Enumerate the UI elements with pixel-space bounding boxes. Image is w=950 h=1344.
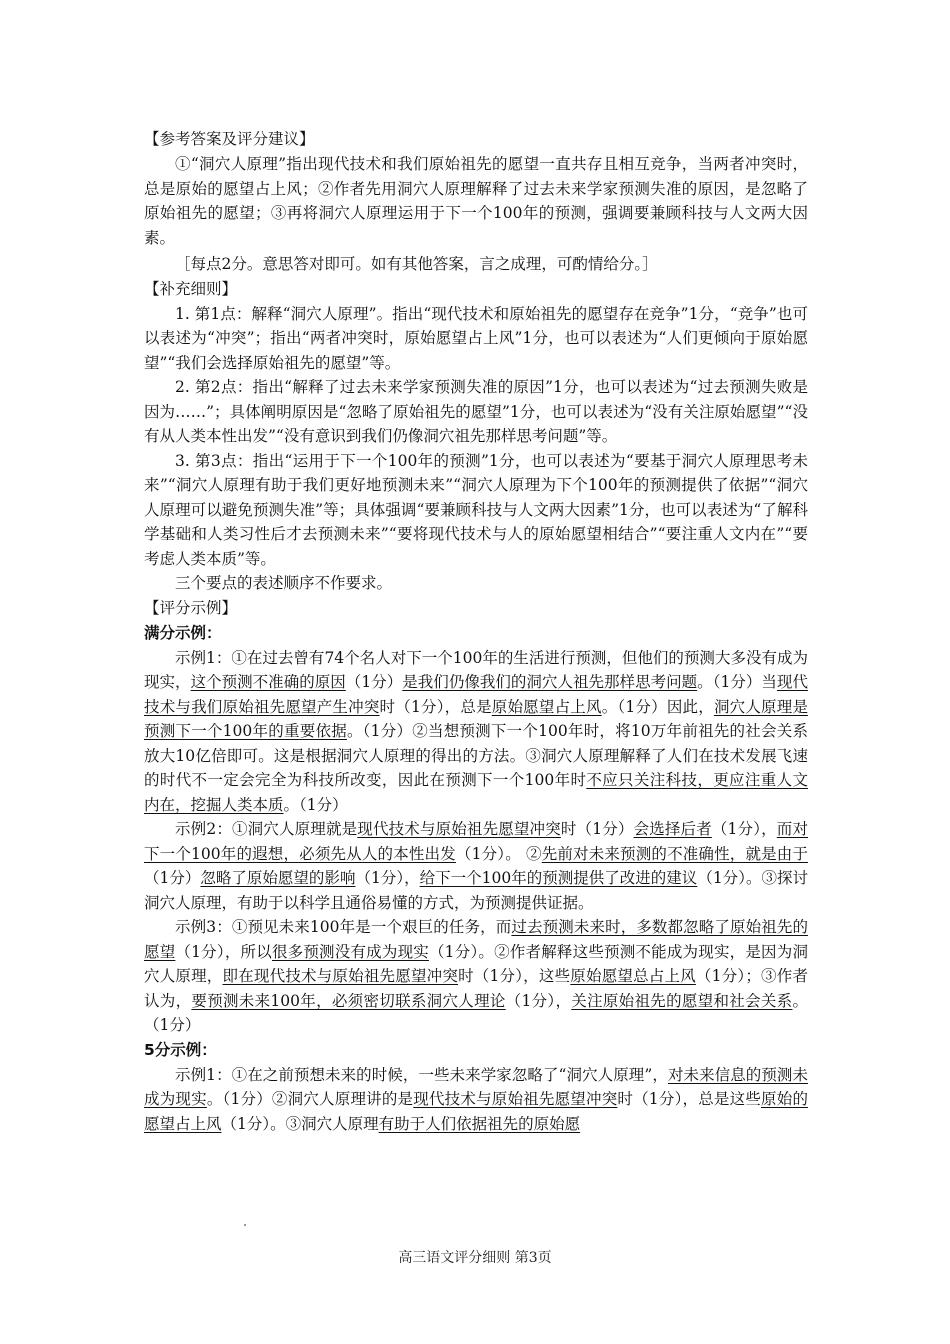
text-segment: 。（1分） <box>283 795 348 814</box>
text-segment: 示例3：①预见未来100年是一个艰巨的任务，而 <box>175 918 512 936</box>
answer-paragraph: ①“洞穴人原理”指出现代技术和我们原始祖先的愿望一直共存且相互竞争，当两者冲突时，总是原始的愿望占上风；②作者先用洞穴人原理解释了过去未来学家预测失准的原因，是忽略了原始祖先的愿望；③再将洞穴人原理运用于下一个100年的预测，强调要兼顾科技与人文两大因素。 <box>144 155 808 247</box>
full-example-3 <box>144 915 808 1038</box>
underlined-segment: 现代技术与原始祖先愿望冲突 <box>357 820 561 838</box>
five-score-example-1 <box>144 1063 808 1137</box>
underlined-segment: 原始的愿望占上风 <box>144 1090 808 1133</box>
text-segment: 时（1分），总是这些 <box>617 1090 762 1108</box>
detail-point-3: 3. 第3点：指出“运用于下一个100年的预测”1分，也可以表述为“要基于洞穴人原理思考未来”“洞穴人原理有助于我们更好地预测未来”“洞穴人原理为下个100年的预测提供了依据”“洞穴人原理可以避免预测失准”等；具体强调“要兼顾科技与人文两大因素”1分，也可以表述为“了解科学基础和人类习性后才去预测未来”“要将现代技术与人的原始愿望相结合”“要注重人文内在”“要考虑人类本质”等。 <box>144 451 808 568</box>
text-segment: （1分）， <box>505 991 572 1010</box>
examples-heading: 【评分示例】 <box>144 598 238 617</box>
text-segment: 。（1分）因此， <box>601 697 714 716</box>
underlined-segment: 洞穴人原理是预测下一个100年的重要依据 <box>144 697 808 740</box>
text-segment: （1分） <box>144 869 201 887</box>
text-segment: 示例1：①在之前预想未来的时候，一些未来学家忽略了“洞穴人原理”， <box>175 1065 668 1084</box>
underlined-segment: 很多预测没有成为现实 <box>271 942 429 961</box>
text-segment: （1分）。②作者解释这些预测不能成为现实，是因为洞穴人原理， <box>144 942 808 985</box>
page-footer: 高三语文评分细则 第3页 <box>398 1250 552 1266</box>
text-segment: 。（1分）②当想预测下一个100年时，将10万年前祖先的社会关系放大10亿倍即可。这是根据洞穴人原理的得出的方法。③洞穴人原理解释了人们在技术发展飞速的时代不一定会完全为科技所改变，因此在预测下一个100年时 <box>144 722 808 789</box>
text-segment: 。（1分）当 <box>697 673 777 691</box>
full-score-title: 满分示例： <box>144 623 222 642</box>
five-score-title: 5分示例： <box>144 1040 217 1059</box>
underlined-segment: 先前对未来预测的不准确性，就是由于 <box>541 844 808 863</box>
detail-point-1: 1. 第1点：解释“洞穴人原理”。指出“现代技术和原始祖先的愿望存在竞争”1分，“竞争”也可以表述为“冲突”；指出“两者冲突时，原始愿望占上风”1分，也可以表述为“人们更倾向于原始愿望”“我们会选择原始祖先的愿望”等。 <box>144 304 808 372</box>
underlined-segment: 原始愿望总占上风 <box>570 967 696 985</box>
underlined-segment: 给下一个100年的预测提供了改进的建议 <box>419 869 698 887</box>
details-heading: 【补充细则】 <box>144 279 238 298</box>
underlined-segment: 是我们仍像我们的洞穴人祖先那样思考问题 <box>402 673 698 691</box>
text-segment: 示例1：①在过去曾有74个名人对下一个100年的生活进行预测，但他们的预测大多没有成为现实， <box>144 648 808 691</box>
underlined-segment: 关注原始祖先的愿望和社会关系 <box>571 991 793 1010</box>
text-segment: 示例2：①洞穴人原理就是 <box>175 820 358 838</box>
text-segment: （1分）。③探讨洞穴人原理，有助于以科学且通俗易懂的方式，为预测提供证据。 <box>144 869 808 912</box>
text-segment: （1分），所以 <box>175 942 272 961</box>
underlined-segment: 有助于人们依据祖先的原始愿 <box>378 1114 581 1133</box>
underlined-segment: 会选择后者 <box>633 820 712 838</box>
text-segment: （1分）。 ② <box>455 844 542 863</box>
text-segment: （1分）， <box>355 869 420 887</box>
document-page <box>144 127 808 1136</box>
underlined-segment: 现代技术与原始祖先愿望冲突 <box>413 1090 618 1108</box>
text-segment: （1分） <box>345 673 403 691</box>
underlined-segment: 这个预测不准确的原因 <box>190 673 346 691</box>
scoring-note: ［每点2分。意思答对即可。如有其他答案，言之成理，可酌情给分。］ <box>175 255 658 273</box>
text-segment: 。（1分） <box>144 991 808 1034</box>
text-segment: （1分）；③作者认为， <box>144 967 808 1010</box>
text-segment: 时（1分），这些 <box>458 967 571 985</box>
underlined-segment: 现代技术与我们原始祖先愿望产生冲突 <box>144 673 808 716</box>
underlined-segment: 过去预测未来时，多数都忽略了原始祖先的愿望 <box>144 918 808 961</box>
underlined-segment: 而对下一个100年的遐想，必须先从人的本性出发 <box>144 820 808 863</box>
underlined-segment: 忽略了原始愿望的影响 <box>200 869 356 887</box>
order-note: 三个要点的表述顺序不作要求。 <box>175 574 393 592</box>
text-segment: 时（1分），总是 <box>379 697 492 716</box>
detail-point-2: 2. 第2点：指出“解释了过去未来学家预测失准的原因”1分，也可以表述为“过去预测失败是因为……”；具体阐明原因是“忽略了原始祖先的愿望”1分，也可以表述为“没有关注原始愿望”“没有从人类本性出发”“没有意识到我们仍像洞穴祖先那样思考问题”等。 <box>144 378 808 445</box>
underlined-segment: 不应只关注科技，更应注重人文内在，挖掘人类本质 <box>144 771 808 814</box>
text-segment: （1分）。③洞穴人原理 <box>221 1114 379 1133</box>
page-mark <box>244 1224 246 1226</box>
underlined-segment: 要预测未来100年，必须密切联系洞穴人理论 <box>191 991 506 1010</box>
text-segment: 。（1分）②洞穴人原理讲的是 <box>206 1090 414 1108</box>
full-example-2 <box>144 817 808 915</box>
answer-heading: 【参考答案及评分建议】 <box>144 130 315 148</box>
underlined-segment: 对未来信息的预测未成为现实 <box>144 1065 808 1108</box>
full-example-1 <box>144 646 808 818</box>
text-segment: 时（1分） <box>560 820 634 838</box>
text-segment: （1分）， <box>711 820 777 838</box>
underlined-segment: 即在现代技术与原始祖先愿望冲突 <box>222 967 459 985</box>
underlined-segment: 原始愿望占上风 <box>491 697 602 716</box>
